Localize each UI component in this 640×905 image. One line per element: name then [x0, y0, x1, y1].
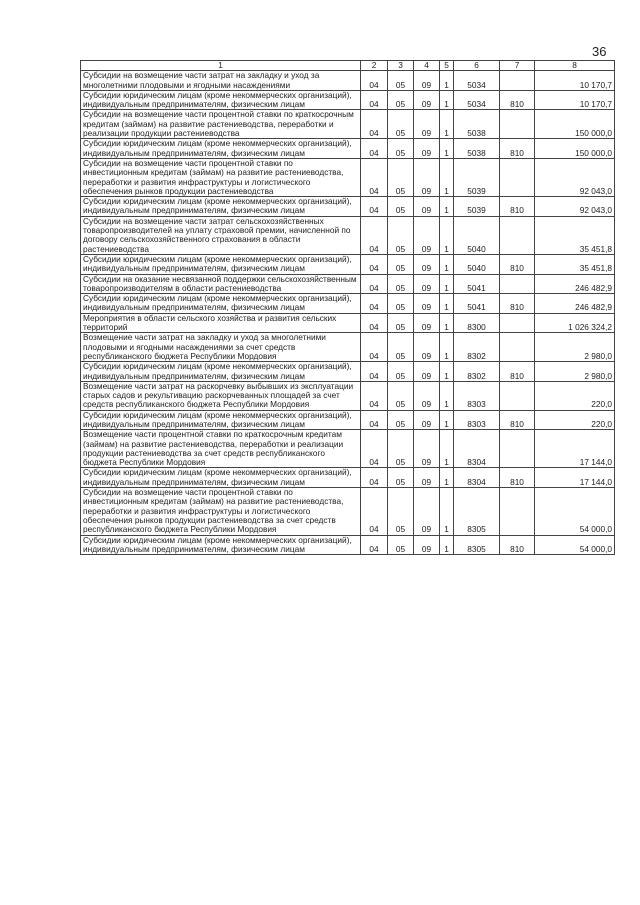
- amount-cell: 35 451,8: [535, 254, 615, 274]
- subprogram-code-cell: 1: [440, 488, 454, 535]
- amount-cell: 150 000,0: [535, 139, 615, 159]
- amount-cell: 10 170,7: [535, 71, 615, 91]
- article-code-cell: 8304: [454, 430, 500, 468]
- amount-cell: 2 980,0: [535, 362, 615, 382]
- amount-cell: 2 980,0: [535, 333, 615, 362]
- amount-cell: 92 043,0: [535, 197, 615, 217]
- expense-type-cell: 810: [500, 139, 535, 159]
- expense-type-cell: [500, 274, 535, 294]
- article-code-cell: 8302: [454, 362, 500, 382]
- subsection-code-cell: 05: [388, 468, 414, 488]
- subprogram-code-cell: 1: [440, 71, 454, 91]
- article-code-cell: 8303: [454, 410, 500, 430]
- article-code-cell: 8300: [454, 313, 500, 333]
- expense-type-cell: [500, 488, 535, 535]
- program-code-cell: 09: [414, 254, 440, 274]
- subsection-code-cell: 05: [388, 313, 414, 333]
- subprogram-code-cell: 1: [440, 381, 454, 410]
- budget-table: [80, 60, 615, 555]
- program-code-cell: 09: [414, 430, 440, 468]
- subsection-code-cell: 05: [388, 410, 414, 430]
- article-code-cell: 8302: [454, 333, 500, 362]
- subprogram-code-cell: 1: [440, 216, 454, 254]
- amount-cell: 1 026 324,2: [535, 313, 615, 333]
- subprogram-code-cell: 1: [440, 468, 454, 488]
- program-code-cell: 09: [414, 313, 440, 333]
- expense-type-cell: 810: [500, 535, 535, 555]
- table-row: [81, 488, 615, 535]
- section-code-cell: 04: [361, 535, 388, 555]
- section-code-cell: 04: [361, 90, 388, 110]
- amount-cell: 35 451,8: [535, 216, 615, 254]
- program-code-cell: 09: [414, 197, 440, 217]
- section-code-cell: 04: [361, 110, 388, 139]
- table-row: [81, 139, 615, 159]
- table-row: [81, 158, 615, 196]
- column-header: 8: [535, 61, 615, 71]
- subsection-code-cell: 05: [388, 430, 414, 468]
- article-code-cell: 5039: [454, 158, 500, 196]
- subprogram-code-cell: 1: [440, 254, 454, 274]
- column-header: 3: [388, 61, 414, 71]
- table-row: [81, 468, 615, 488]
- section-code-cell: 04: [361, 381, 388, 410]
- column-header: 1: [81, 61, 361, 71]
- subsection-code-cell: 05: [388, 535, 414, 555]
- description-cell: Субсидии на возмещение части процентной ставки по инвестиционным кредитам (займам) на развитие растениеводства, переработки и развития инфраструктуры и логистического обеспечения рынков продукции растениеводства за счет средств республиканского бюджета Республики Мордовия: [81, 488, 361, 535]
- section-code-cell: 04: [361, 274, 388, 294]
- subsection-code-cell: 05: [388, 274, 414, 294]
- article-code-cell: 5038: [454, 139, 500, 159]
- column-header: 6: [454, 61, 500, 71]
- subsection-code-cell: 05: [388, 71, 414, 91]
- program-code-cell: 09: [414, 216, 440, 254]
- description-cell: Субсидии юридическим лицам (кроме некоммерческих организаций), индивидуальным предпринимателям, физическим лицам: [81, 535, 361, 555]
- description-cell: Субсидии юридическим лицам (кроме некоммерческих организаций), индивидуальным предпринимателям, физическим лицам: [81, 410, 361, 430]
- expense-type-cell: 810: [500, 254, 535, 274]
- table-row: [81, 71, 615, 91]
- table-header-row: [81, 61, 615, 71]
- article-code-cell: 5040: [454, 254, 500, 274]
- article-code-cell: 8305: [454, 535, 500, 555]
- table-row: [81, 333, 615, 362]
- program-code-cell: 09: [414, 139, 440, 159]
- amount-cell: 150 000,0: [535, 110, 615, 139]
- expense-type-cell: 810: [500, 197, 535, 217]
- amount-cell: 54 000,0: [535, 535, 615, 555]
- section-code-cell: 04: [361, 139, 388, 159]
- subsection-code-cell: 05: [388, 362, 414, 382]
- description-cell: Субсидии юридическим лицам (кроме некоммерческих организаций), индивидуальным предпринимателям, физическим лицам: [81, 294, 361, 314]
- subsection-code-cell: 05: [388, 294, 414, 314]
- expense-type-cell: 810: [500, 410, 535, 430]
- description-cell: Мероприятия в области сельского хозяйства и развития сельских территорий: [81, 313, 361, 333]
- program-code-cell: 09: [414, 158, 440, 196]
- description-cell: Субсидии на возмещение части процентной ставки по инвестиционным кредитам (займам) на развитие растениеводства, переработки и развития инфраструктуры и логистического обеспечения рынков продукции растениеводства: [81, 158, 361, 196]
- amount-cell: 246 482,9: [535, 274, 615, 294]
- description-cell: Субсидии юридическим лицам (кроме некоммерческих организаций), индивидуальным предпринимателям, физическим лицам: [81, 468, 361, 488]
- subprogram-code-cell: 1: [440, 333, 454, 362]
- description-cell: Субсидии юридическим лицам (кроме некоммерческих организаций), индивидуальным предпринимателям, физическим лицам: [81, 197, 361, 217]
- description-cell: Субсидии на возмещение части затрат сельскохозяйственных товаропроизводителей на уплату страховой премии, начисленной по договору сельскохозяйственного страхования в области растениеводства: [81, 216, 361, 254]
- section-code-cell: 04: [361, 333, 388, 362]
- article-code-cell: 5041: [454, 294, 500, 314]
- subprogram-code-cell: 1: [440, 274, 454, 294]
- table-row: [81, 254, 615, 274]
- column-header: 5: [440, 61, 454, 71]
- subprogram-code-cell: 1: [440, 313, 454, 333]
- article-code-cell: 5038: [454, 110, 500, 139]
- article-code-cell: 5034: [454, 90, 500, 110]
- subsection-code-cell: 05: [388, 381, 414, 410]
- expense-type-cell: 810: [500, 468, 535, 488]
- section-code-cell: 04: [361, 468, 388, 488]
- subprogram-code-cell: 1: [440, 430, 454, 468]
- subprogram-code-cell: 1: [440, 535, 454, 555]
- description-cell: Субсидии на возмещение части затрат на закладку и уход за многолетними плодовыми и ягодными насаждениями: [81, 71, 361, 91]
- section-code-cell: 04: [361, 158, 388, 196]
- subprogram-code-cell: 1: [440, 110, 454, 139]
- description-cell: Субсидии юридическим лицам (кроме некоммерческих организаций), индивидуальным предпринимателям, физическим лицам: [81, 139, 361, 159]
- table-row: [81, 216, 615, 254]
- section-code-cell: 04: [361, 410, 388, 430]
- table-row: [81, 381, 615, 410]
- program-code-cell: 09: [414, 71, 440, 91]
- column-header: 7: [500, 61, 535, 71]
- description-cell: Субсидии юридическим лицам (кроме некоммерческих организаций), индивидуальным предпринимателям, физическим лицам: [81, 90, 361, 110]
- expense-type-cell: [500, 71, 535, 91]
- column-header: 2: [361, 61, 388, 71]
- subprogram-code-cell: 1: [440, 139, 454, 159]
- subsection-code-cell: 05: [388, 90, 414, 110]
- expense-type-cell: [500, 430, 535, 468]
- table-row: [81, 410, 615, 430]
- article-code-cell: 5041: [454, 274, 500, 294]
- section-code-cell: 04: [361, 362, 388, 382]
- description-cell: Субсидии на оказание несвязанной поддержки сельскохозяйственным товаропроизводителям в области растениеводства: [81, 274, 361, 294]
- table-row: [81, 294, 615, 314]
- program-code-cell: 09: [414, 381, 440, 410]
- table-row: [81, 313, 615, 333]
- section-code-cell: 04: [361, 294, 388, 314]
- table-row: [81, 197, 615, 217]
- subsection-code-cell: 05: [388, 254, 414, 274]
- expense-type-cell: [500, 381, 535, 410]
- table-row: [81, 110, 615, 139]
- subprogram-code-cell: 1: [440, 362, 454, 382]
- amount-cell: 220,0: [535, 410, 615, 430]
- section-code-cell: 04: [361, 216, 388, 254]
- article-code-cell: 8304: [454, 468, 500, 488]
- subprogram-code-cell: 1: [440, 410, 454, 430]
- description-cell: Возмещение части затрат на раскорчевку выбывших из эксплуатации старых садов и рекультивацию раскорчеванных площадей за счет средств республиканского бюджета Республики Мордовия: [81, 381, 361, 410]
- article-code-cell: 5034: [454, 71, 500, 91]
- table-row: [81, 535, 615, 555]
- subsection-code-cell: 05: [388, 488, 414, 535]
- subsection-code-cell: 05: [388, 216, 414, 254]
- section-code-cell: 04: [361, 430, 388, 468]
- section-code-cell: 04: [361, 71, 388, 91]
- subsection-code-cell: 05: [388, 333, 414, 362]
- page-number: 36: [592, 44, 607, 59]
- subsection-code-cell: 05: [388, 139, 414, 159]
- program-code-cell: 09: [414, 274, 440, 294]
- article-code-cell: 5039: [454, 197, 500, 217]
- program-code-cell: 09: [414, 535, 440, 555]
- program-code-cell: 09: [414, 362, 440, 382]
- subsection-code-cell: 05: [388, 197, 414, 217]
- description-cell: Субсидии юридическим лицам (кроме некоммерческих организаций), индивидуальным предпринимателям, физическим лицам: [81, 254, 361, 274]
- program-code-cell: 09: [414, 294, 440, 314]
- subsection-code-cell: 05: [388, 158, 414, 196]
- expense-type-cell: [500, 333, 535, 362]
- amount-cell: 246 482,9: [535, 294, 615, 314]
- section-code-cell: 04: [361, 488, 388, 535]
- program-code-cell: 09: [414, 110, 440, 139]
- table-row: [81, 90, 615, 110]
- table-row: [81, 362, 615, 382]
- expense-type-cell: 810: [500, 362, 535, 382]
- column-header: 4: [414, 61, 440, 71]
- expense-type-cell: [500, 216, 535, 254]
- amount-cell: 17 144,0: [535, 430, 615, 468]
- article-code-cell: 8303: [454, 381, 500, 410]
- program-code-cell: 09: [414, 90, 440, 110]
- article-code-cell: 5040: [454, 216, 500, 254]
- program-code-cell: 09: [414, 333, 440, 362]
- amount-cell: 54 000,0: [535, 488, 615, 535]
- expense-type-cell: 810: [500, 294, 535, 314]
- table-row: [81, 274, 615, 294]
- amount-cell: 92 043,0: [535, 158, 615, 196]
- description-cell: Возмещение части затрат на закладку и уход за многолетними плодовыми и ягодными насаждениями за счет средств республиканского бюджета Республики Мордовия: [81, 333, 361, 362]
- expense-type-cell: [500, 158, 535, 196]
- subprogram-code-cell: 1: [440, 294, 454, 314]
- subprogram-code-cell: 1: [440, 90, 454, 110]
- subsection-code-cell: 05: [388, 110, 414, 139]
- section-code-cell: 04: [361, 313, 388, 333]
- description-cell: Субсидии на возмещение части процентной ставки по краткосрочным кредитам (займам) на развитие растениеводства, переработки и реализации продукции растениеводства: [81, 110, 361, 139]
- expense-type-cell: [500, 110, 535, 139]
- expense-type-cell: [500, 313, 535, 333]
- subprogram-code-cell: 1: [440, 158, 454, 196]
- article-code-cell: 8305: [454, 488, 500, 535]
- amount-cell: 17 144,0: [535, 468, 615, 488]
- amount-cell: 220,0: [535, 381, 615, 410]
- subprogram-code-cell: 1: [440, 197, 454, 217]
- program-code-cell: 09: [414, 468, 440, 488]
- section-code-cell: 04: [361, 197, 388, 217]
- program-code-cell: 09: [414, 410, 440, 430]
- section-code-cell: 04: [361, 254, 388, 274]
- description-cell: Возмещение части процентной ставки по краткосрочным кредитам (займам) на развитие растениеводства, переработки и реализации продукции растениеводства за счет средств республиканского бюджета Республики Мордовия: [81, 430, 361, 468]
- program-code-cell: 09: [414, 488, 440, 535]
- table-row: [81, 430, 615, 468]
- amount-cell: 10 170,7: [535, 90, 615, 110]
- expense-type-cell: 810: [500, 90, 535, 110]
- description-cell: Субсидии юридическим лицам (кроме некоммерческих организаций), индивидуальным предпринимателям, физическим лицам: [81, 362, 361, 382]
